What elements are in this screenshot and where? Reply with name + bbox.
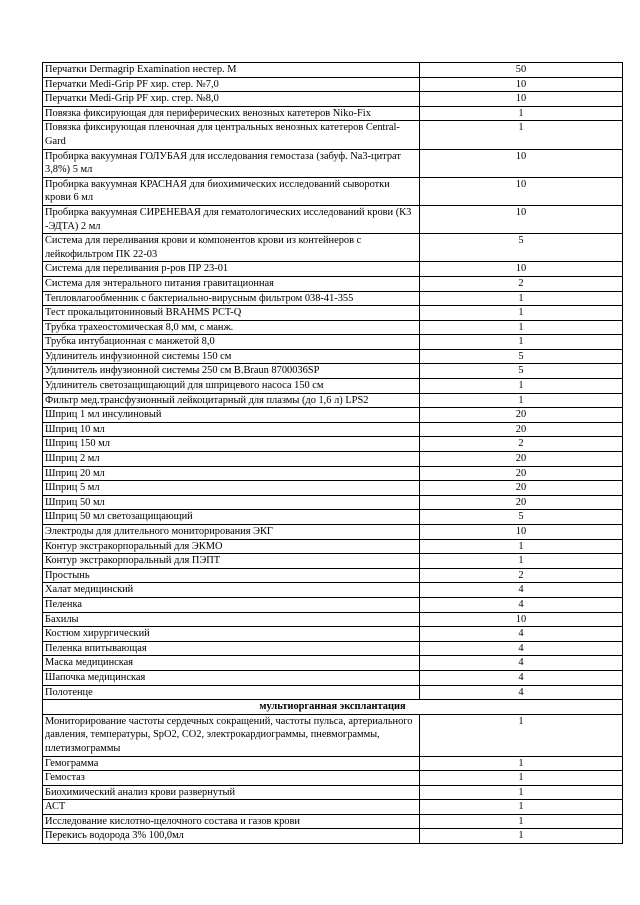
item-name: Трубка интубационная с манжетой 8,0 [43, 335, 420, 350]
table-row [43, 481, 623, 496]
item-name: Шприц 50 мл светозащищающий [43, 510, 420, 525]
table-row [43, 554, 623, 569]
item-quantity: 10 [420, 525, 623, 540]
table-row [43, 670, 623, 685]
item-quantity: 10 [420, 205, 623, 233]
item-quantity: 2 [420, 437, 623, 452]
item-name: Пробирка вакуумная ГОЛУБАЯ для исследования гемостаза (забуф. Na3-цитрат 3,8%) 5 мл [43, 149, 420, 177]
item-name: Пробирка вакуумная КРАСНАЯ для биохимических исследований сыворотки крови 6 мл [43, 177, 420, 205]
item-quantity: 1 [420, 393, 623, 408]
item-name: Биохимический анализ крови развернутый [43, 785, 420, 800]
table-row [43, 408, 623, 423]
item-quantity: 1 [420, 771, 623, 786]
item-name: Система для энтерального питания гравитационная [43, 276, 420, 291]
item-name: Перчатки Dermagrip Examination нестер. M [43, 63, 420, 78]
table-row [43, 205, 623, 233]
item-quantity: 1 [420, 785, 623, 800]
item-quantity: 1 [420, 554, 623, 569]
item-name: Удлинитель инфузионной системы 250 см B.Braun 8700036SP [43, 364, 420, 379]
table-row [43, 106, 623, 121]
table-row [43, 510, 623, 525]
item-quantity: 1 [420, 379, 623, 394]
table-row [43, 583, 623, 598]
item-name: Тест прокальцитониновый BRAHMS PCT-Q [43, 306, 420, 321]
item-quantity: 4 [420, 627, 623, 642]
table-row [43, 452, 623, 467]
item-quantity: 20 [420, 422, 623, 437]
item-name: Контур экстракорпоральный для ПЭПТ [43, 554, 420, 569]
table-row [43, 393, 623, 408]
item-quantity: 1 [420, 320, 623, 335]
table-row [43, 829, 623, 844]
table-row [43, 627, 623, 642]
item-quantity: 20 [420, 452, 623, 467]
item-name: Система для переливания р-ров ПР 23-01 [43, 262, 420, 277]
table-row [43, 276, 623, 291]
item-name: Электроды для длительного мониторирования ЭКГ [43, 525, 420, 540]
item-quantity: 1 [420, 106, 623, 121]
table-row [43, 177, 623, 205]
item-name: Шприц 10 мл [43, 422, 420, 437]
table-row [43, 597, 623, 612]
table-row [43, 262, 623, 277]
item-quantity: 4 [420, 670, 623, 685]
item-quantity: 5 [420, 510, 623, 525]
item-quantity: 4 [420, 641, 623, 656]
item-quantity: 10 [420, 177, 623, 205]
item-name: Полотенце [43, 685, 420, 700]
table-row [43, 320, 623, 335]
item-quantity: 1 [420, 306, 623, 321]
supplies-table [42, 62, 623, 844]
item-name: Шприц 50 мл [43, 495, 420, 510]
item-quantity: 50 [420, 63, 623, 78]
table-row [43, 641, 623, 656]
item-quantity: 10 [420, 612, 623, 627]
item-name: Пеленка [43, 597, 420, 612]
item-name: Простынь [43, 568, 420, 583]
item-quantity: 1 [420, 714, 623, 756]
section-header-row [43, 700, 623, 715]
item-name: Костюм хирургический [43, 627, 420, 642]
table-row [43, 364, 623, 379]
item-quantity: 5 [420, 349, 623, 364]
item-quantity: 20 [420, 495, 623, 510]
table-row [43, 612, 623, 627]
item-quantity: 4 [420, 597, 623, 612]
table-row [43, 656, 623, 671]
item-quantity: 10 [420, 77, 623, 92]
item-quantity: 5 [420, 234, 623, 262]
table-row [43, 814, 623, 829]
table-row [43, 149, 623, 177]
item-quantity: 2 [420, 276, 623, 291]
item-quantity: 10 [420, 149, 623, 177]
item-name: АСТ [43, 800, 420, 815]
item-name: Система для переливания крови и компонентов крови из контейнеров с лейкофильтром ПК 22-03 [43, 234, 420, 262]
item-quantity: 5 [420, 364, 623, 379]
table-row [43, 800, 623, 815]
item-name: Бахилы [43, 612, 420, 627]
item-quantity: 20 [420, 481, 623, 496]
table-row [43, 568, 623, 583]
table-row [43, 306, 623, 321]
item-name: Мониторирование частоты сердечных сокращений, частоты пульса, артериального давления, температуры, SpO2, CO2, электрокардиограммы, пневмограммы, плетизмограммы [43, 714, 420, 756]
item-name: Гемограмма [43, 756, 420, 771]
item-name: Шапочка медицинская [43, 670, 420, 685]
table-row [43, 539, 623, 554]
item-quantity: 4 [420, 583, 623, 598]
table-row [43, 422, 623, 437]
item-name: Пеленка впитывающая [43, 641, 420, 656]
item-name: Шприц 2 мл [43, 452, 420, 467]
item-name: Шприц 150 мл [43, 437, 420, 452]
item-name: Шприц 1 мл инсулиновый [43, 408, 420, 423]
item-name: Тепловлагообменник с бактериально-вирусным фильтром 038-41-355 [43, 291, 420, 306]
item-quantity: 1 [420, 814, 623, 829]
item-quantity: 20 [420, 408, 623, 423]
item-name: Трубка трахеостомическая 8,0 мм, с манж. [43, 320, 420, 335]
document-page [42, 62, 623, 844]
item-quantity: 20 [420, 466, 623, 481]
item-quantity: 1 [420, 335, 623, 350]
explantation-table-body [43, 714, 623, 843]
item-name: Контур экстракорпоральный для ЭКМО [43, 539, 420, 554]
item-name: Исследование кислотно-щелочного состава и газов крови [43, 814, 420, 829]
table-row [43, 349, 623, 364]
table-row [43, 714, 623, 756]
item-quantity: 1 [420, 291, 623, 306]
item-name: Гемостаз [43, 771, 420, 786]
item-name: Повязка фиксирующая для периферических венозных катетеров Niko-Fix [43, 106, 420, 121]
item-quantity: 10 [420, 92, 623, 107]
table-row [43, 685, 623, 700]
item-name: Перекись водорода 3% 100,0мл [43, 829, 420, 844]
table-row [43, 63, 623, 78]
item-quantity: 10 [420, 262, 623, 277]
item-name: Перчатки Medi-Grip PF хир. стер. №8,0 [43, 92, 420, 107]
table-row [43, 335, 623, 350]
item-quantity: 4 [420, 656, 623, 671]
item-name: Удлинитель светозащищающий для шприцевого насоса 150 см [43, 379, 420, 394]
item-name: Пробирка вакуумная СИРЕНЕВАЯ для гематологических исследований крови (К3 -ЭДТА) 2 мл [43, 205, 420, 233]
item-quantity: 1 [420, 756, 623, 771]
table-row [43, 121, 623, 149]
table-row [43, 379, 623, 394]
item-quantity: 1 [420, 539, 623, 554]
table-row [43, 785, 623, 800]
table-row [43, 495, 623, 510]
item-name: Перчатки Medi-Grip PF хир. стер. №7,0 [43, 77, 420, 92]
item-name: Повязка фиксирующая пленочная для центральных венозных катетеров Central-Gard [43, 121, 420, 149]
table-row [43, 437, 623, 452]
item-name: Шприц 20 мл [43, 466, 420, 481]
item-quantity: 1 [420, 829, 623, 844]
section-header-body [43, 700, 623, 715]
item-quantity: 1 [420, 800, 623, 815]
table-row [43, 525, 623, 540]
table-row [43, 77, 623, 92]
item-quantity: 2 [420, 568, 623, 583]
item-name: Маска медицинская [43, 656, 420, 671]
item-name: Удлинитель инфузионной системы 150 см [43, 349, 420, 364]
table-row [43, 92, 623, 107]
item-name: Шприц 5 мл [43, 481, 420, 496]
table-row [43, 291, 623, 306]
item-quantity: 1 [420, 121, 623, 149]
table-row [43, 756, 623, 771]
item-name: Халат медицинский [43, 583, 420, 598]
table-row [43, 234, 623, 262]
table-row [43, 466, 623, 481]
item-quantity: 4 [420, 685, 623, 700]
supplies-table-body [43, 63, 623, 700]
section-title: мультиорганная эксплантация [43, 700, 623, 715]
table-row [43, 771, 623, 786]
item-name: Фильтр мед.трансфузионный лейкоцитарный для плазмы (до 1,6 л) LPS2 [43, 393, 420, 408]
